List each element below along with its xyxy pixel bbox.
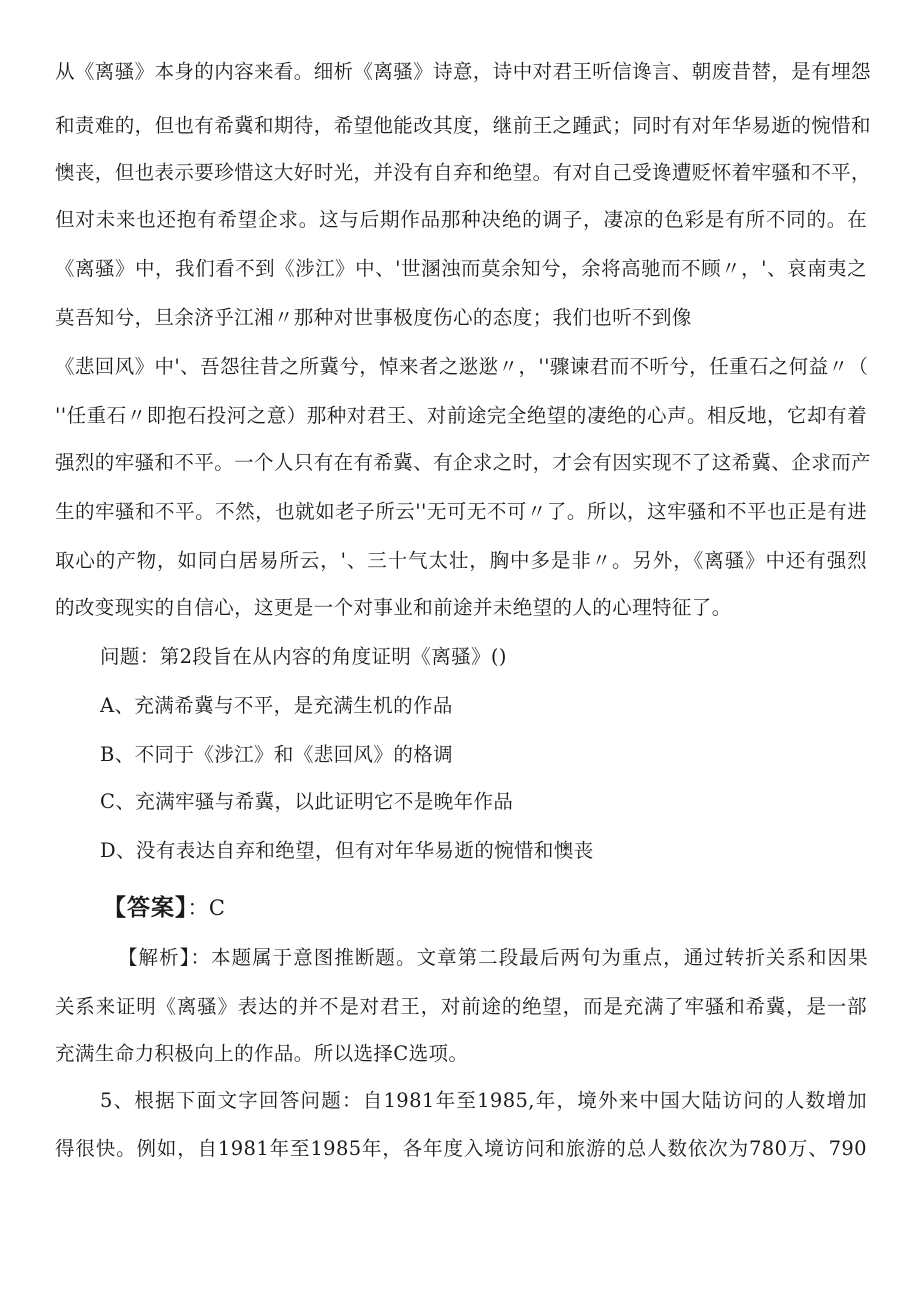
answer-label: 【答案】 [103, 895, 188, 921]
analysis-first-line [118, 946, 868, 970]
option-b: B、不同于《涉江》和《悲回风》的格调 [100, 743, 454, 766]
passage-line: 《离骚》中，我们看不到《涉江》中、'世溷浊而莫余知兮，余将高驰而不顾〃，'、哀南夷之 [55, 257, 867, 280]
answer-value: C [208, 896, 226, 920]
passage-line: 懊丧，但也表示要珍惜这大好时光，并没有自弃和绝望。有对自己受谗遭贬怀着牢骚和不平， [55, 161, 871, 184]
passage-line: 但对未来也还抱有希望企求。这与后期作品那种决绝的调子，凄凉的色彩是有所不同的。在 [55, 208, 867, 231]
passage-line: 和责难的，但也有希冀和期待，希望他能改其度，继前王之踵武；同时有对年华易逝的惋惜和 [55, 114, 871, 137]
passage-line: 的改变现实的自信心，这更是一个对事业和前途并未绝望的人的心理特征了。 [55, 596, 732, 619]
passage-line: 莫吾知兮，旦余济乎江湘〃那种对世事极度伤心的态度；我们也听不到像 [55, 306, 692, 329]
question-5-line: 得很快。例如，自1981年至1985年，各年度入境访问和旅游的总人数依次为780万、790 [55, 1137, 867, 1160]
passage-line: 《悲回风》中'、吾怨往昔之所冀兮，悼来者之逖逖〃，''骤谏君而不听兮，任重石之何益〃（ [55, 355, 869, 378]
passage-line: 生的牢骚和不平。不然，也就如老子所云''无可无不可〃了。所以，这牢骚和不平也正是有进 [55, 500, 867, 523]
option-d: D、没有表达自弃和绝望，但有对年华易逝的惋惜和懊丧 [100, 839, 594, 862]
answer-row [103, 896, 225, 921]
analysis-text: ：本题属于意图推断题。文章第二段最后两句为重点，通过转折关系和因果 [190, 946, 869, 969]
analysis-line: 充满生命力积极向上的作品。所以选择C选项。 [55, 1042, 469, 1065]
question-stem: 问题：第2段旨在从内容的角度证明《离骚》() [100, 645, 507, 668]
passage-line: 从《离骚》本身的内容来看。细析《离骚》诗意，诗中对君王听信谗言、朝废昔替，是有埋怨 [55, 60, 871, 83]
answer-separator: ： [187, 896, 209, 920]
question-5-line: 5、根据下面文字回答问题：自1981年至1985,年，境外来中国大陆访问的人数增加 [100, 1089, 867, 1112]
passage-line: 取心的产物，如同白居易所云，'、三十气太壮，胸中多是非〃。另外，《离骚》中还有强烈 [55, 549, 867, 572]
analysis-line: 关系来证明《离骚》表达的并不是对君王，对前途的绝望，而是充满了牢骚和希冀，是一部 [55, 995, 867, 1018]
passage-line: 强烈的牢骚和不平。一个人只有在有希冀、有企求之时，才会有因实现不了这希冀、企求而产 [55, 451, 871, 474]
analysis-label: 【解析】 [118, 946, 191, 969]
option-a: A、充满希冀与不平，是充满生机的作品 [100, 694, 453, 717]
option-c: C、充满牢骚与希冀，以此证明它不是晚年作品 [100, 790, 514, 813]
passage-line: ''任重石〃即抱石投河之意）那种对君王、对前途完全绝望的凄绝的心声。相反地，它却有着 [55, 404, 867, 427]
